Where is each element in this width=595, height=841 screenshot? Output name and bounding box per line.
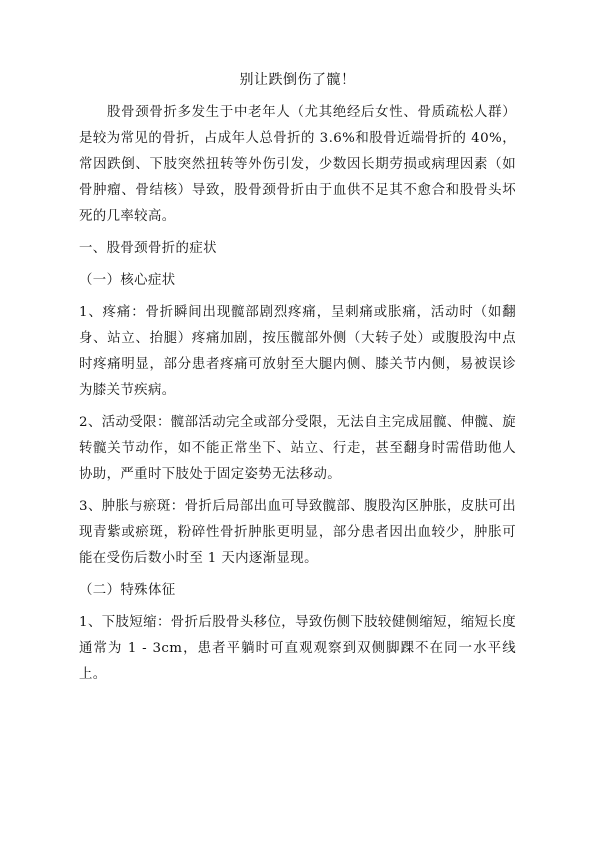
document-body — [79, 70, 516, 694]
subsection-heading-special-signs: （二）特殊体征 — [79, 583, 176, 598]
subsection-heading-core-symptoms: （一）核心症状 — [79, 273, 176, 288]
paragraph-swelling: 3、肿胀与瘀斑：骨折后局部出血可导致髋部、腹股沟区肿胀，皮肤可出现青紫或瘀斑，粉碎性骨折肿胀更明显，部分患者因出血较少，肿胀可能在受伤后数小时至 1 天内逐渐显现。 — [79, 499, 516, 566]
paragraph-limb-shortening: 1、下肢短缩：骨折后股骨头移位，导致伤侧下肢较健侧缩短，缩短长度通常为 1 - 3cm，患者平躺时可直观观察到双侧脚踝不在同一水平线上。 — [79, 615, 516, 682]
paragraph-mobility: 2、活动受限：髋部活动完全或部分受限，无法自主完成屈髋、伸髋、旋转髋关节动作，如不能正常坐下、站立、行走，甚至翻身时需借助他人协助，严重时下肢处于固定姿势无法移动。 — [79, 415, 516, 482]
paragraph-pain: 1、疼痛：骨折瞬间出现髋部剧烈疼痛，呈刺痛或胀痛，活动时（如翻身、站立、抬腿）疼痛加剧，按压髋部外侧（大转子处）或腹股沟中点时疼痛明显，部分患者疼痛可放射至大腿内侧、膝关节内侧，易被误诊为膝关节疾病。 — [79, 305, 516, 398]
intro-paragraph: 股骨颈骨折多发生于中老年人（尤其绝经后女性、骨质疏松人群）是较为常见的骨折，占成年人总骨折的 3.6%和股骨近端骨折的 40%，常因跌倒、下肢突然扭转等外伤引发，少数因长期劳损或病理因素（如骨肿瘤、骨结核）导致，股骨颈骨折由于血供不足其不愈合和股骨头坏死的几率较高。 — [79, 105, 516, 224]
document-title: 别让跌倒伤了髋！ — [239, 72, 356, 88]
section-heading-symptoms: 一、股骨颈骨折的症状 — [79, 241, 217, 256]
